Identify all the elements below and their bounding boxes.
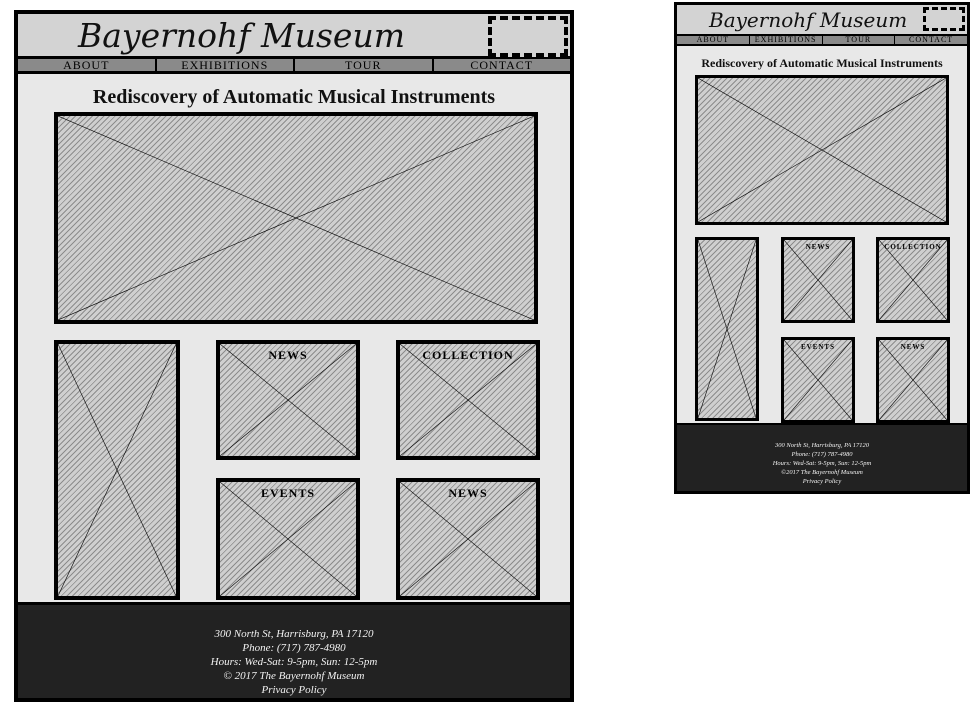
mobile-site-logo-text[interactable]: Bayernohf Museum — [709, 8, 908, 32]
placeholder-cross-icon — [58, 116, 534, 320]
mobile-news-tile-secondary[interactable] — [876, 337, 950, 423]
tile-label-news: NEWS — [268, 348, 308, 362]
footer-privacy-link[interactable]: Privacy Policy — [261, 684, 327, 696]
mobile-footer-phone: Phone: (717) 787-4980 — [791, 451, 853, 458]
mobile-nav-item-contact[interactable]: CONTACT — [909, 36, 954, 44]
mobile-side-image-placeholder[interactable] — [695, 237, 759, 421]
site-logo-text[interactable]: Bayernohf Museum — [78, 16, 406, 55]
mobile-hero-image-placeholder[interactable] — [695, 75, 949, 225]
side-image-placeholder[interactable] — [54, 340, 180, 600]
tile-label-events: EVENTS — [260, 486, 316, 500]
hero-image-placeholder[interactable] — [54, 112, 538, 324]
placeholder-cross-icon — [784, 340, 852, 420]
mobile-news-tile[interactable] — [781, 237, 855, 323]
mobile-footer-privacy-link[interactable]: Privacy Policy — [802, 478, 842, 485]
nav-item-about[interactable]: ABOUT — [18, 59, 157, 71]
mobile-footer-address: 300 North St, Harrisburg, PA 17120 — [775, 442, 869, 449]
mobile-tile-label-collection: COLLECTION — [884, 243, 942, 251]
placeholder-cross-icon — [879, 340, 947, 420]
logo-image-placeholder — [488, 16, 568, 57]
placeholder-cross-icon — [698, 240, 756, 418]
mobile-footer-hours: Hours: Wed-Sat: 9-5pm, Sun: 12-5pm — [772, 460, 872, 467]
mobile-logo-image-placeholder — [923, 7, 965, 31]
mobile-main-nav — [677, 36, 967, 46]
mobile-tile-label-events: EVENTS — [800, 343, 835, 351]
nav-item-contact[interactable]: CONTACT — [470, 59, 534, 71]
nav-item-exhibitions[interactable]: EXHIBITIONS — [157, 59, 296, 71]
mobile-events-tile[interactable] — [781, 337, 855, 423]
mobile-nav-item-about[interactable]: ABOUT — [677, 36, 750, 44]
mobile-page-title: Rediscovery of Automatic Musical Instruments — [701, 56, 943, 70]
placeholder-cross-icon — [784, 240, 852, 320]
events-tile[interactable] — [216, 478, 360, 600]
footer-copyright: © 2017 The Bayernohf Museum — [223, 670, 365, 682]
mobile-tile-label-news: NEWS — [900, 343, 926, 351]
mobile-footer-copyright: ©2017 The Bayernohf Museum — [781, 469, 863, 476]
site-header — [18, 14, 570, 59]
news-tile[interactable] — [216, 340, 360, 460]
mobile-site-footer — [677, 423, 967, 491]
nav-item-tour[interactable]: TOUR — [295, 59, 434, 71]
main-nav — [18, 59, 570, 74]
placeholder-cross-icon — [879, 240, 947, 320]
footer-hours: Hours: Wed-Sat: 9-5pm, Sun: 12-5pm — [210, 656, 378, 668]
tile-label-news: NEWS — [448, 486, 488, 500]
mobile-collection-tile[interactable] — [876, 237, 950, 323]
mobile-nav-item-exhibitions[interactable]: EXHIBITIONS — [750, 36, 823, 44]
news-tile-secondary[interactable] — [396, 478, 540, 600]
mobile-wireframe — [674, 2, 970, 494]
page-title: Rediscovery of Automatic Musical Instruments — [92, 86, 496, 108]
mobile-nav-item-tour[interactable]: TOUR — [823, 36, 896, 44]
mobile-tile-label-news: NEWS — [805, 243, 831, 251]
placeholder-cross-icon — [698, 78, 946, 222]
footer-address: 300 North St, Harrisburg, PA 17120 — [214, 628, 374, 640]
tile-label-collection: COLLECTION — [422, 348, 514, 362]
footer-phone: Phone: (717) 787-4980 — [242, 642, 346, 654]
placeholder-cross-icon — [58, 344, 176, 596]
collection-tile[interactable] — [396, 340, 540, 460]
site-footer — [18, 602, 570, 698]
desktop-wireframe — [14, 10, 574, 702]
mobile-site-header — [677, 5, 967, 36]
